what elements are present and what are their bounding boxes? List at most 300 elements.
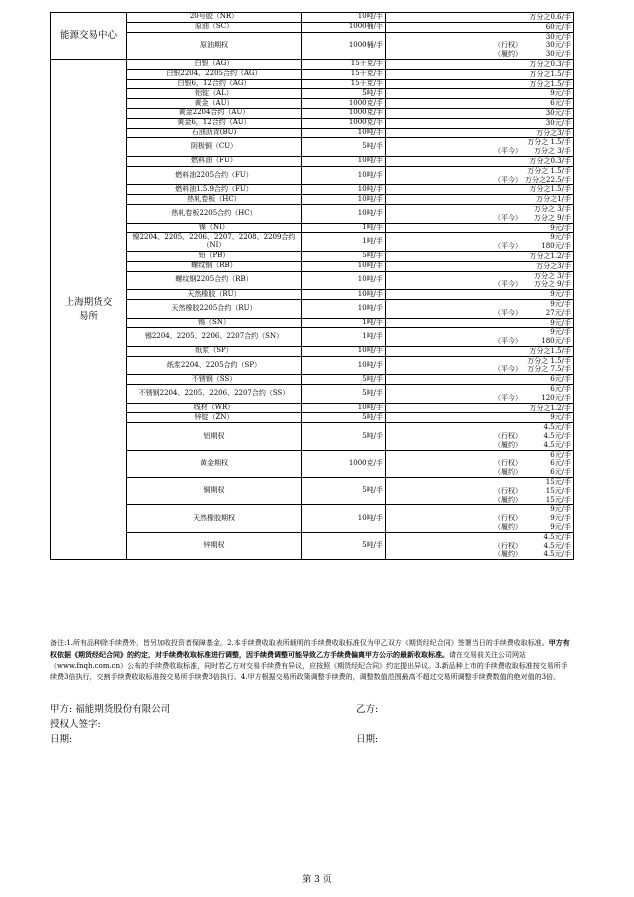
contract-unit: 1吨/手 — [302, 328, 386, 347]
fee-qualifier — [386, 533, 494, 542]
fee-line — [386, 337, 573, 346]
footnote — [50, 637, 574, 683]
fee-line — [386, 80, 573, 89]
fee-qualifier — [386, 505, 494, 514]
footnote-emphasis: 甲方有权依据《期货经纪合同》的约定，对手续费收取标准进行调整，因手续费调整可能导致乙方手续费偏离甲方公示的最新收取标准。 — [50, 638, 570, 659]
fee-value: 9元/手 — [550, 523, 571, 532]
fee-value: 万分之 1.5/手 — [527, 166, 571, 175]
fee-line — [386, 99, 573, 108]
variety-name: 螺纹钢2205合约（RB） — [127, 271, 302, 290]
fee-cell — [386, 385, 574, 404]
fee-qualifier — [386, 233, 494, 242]
fee-value: 万分之 1.5/手 — [527, 138, 571, 147]
fee-qualifier: （平今） — [494, 393, 522, 402]
contract-unit: 1吨/手 — [302, 318, 386, 328]
variety-name: 黄金期权 — [127, 450, 302, 477]
contract-unit: 1吨/手 — [302, 233, 386, 252]
fee-cell — [386, 138, 574, 157]
fee-value: 4.5元/手 — [543, 423, 571, 432]
fee-qualifier — [386, 23, 494, 32]
contract-unit: 5吨/手 — [302, 532, 386, 559]
fee-cell — [386, 13, 574, 23]
fee-line — [386, 487, 573, 496]
contract-unit: 5吨/手 — [302, 423, 386, 450]
contract-unit: 10吨/手 — [302, 346, 386, 356]
contract-unit: 10吨/手 — [302, 156, 386, 166]
fee-line — [386, 176, 573, 185]
fee-line — [386, 319, 573, 328]
contract-unit: 1000克/手 — [302, 118, 386, 128]
fee-value: 30元/手 — [545, 118, 571, 127]
fee-cell — [386, 346, 574, 356]
fee-qualifier: （履约） — [494, 468, 522, 477]
variety-name: 原油（SC） — [127, 22, 302, 32]
fee-value: 30元/手 — [545, 32, 571, 41]
fee-value: 6元/手 — [550, 385, 571, 394]
contract-unit: 1000克/手 — [302, 450, 386, 477]
fee-cell — [386, 195, 574, 205]
fee-qualifier — [386, 375, 494, 384]
table-row — [51, 185, 574, 195]
fee-line — [386, 138, 573, 147]
variety-name: 铝期权 — [127, 423, 302, 450]
fee-qualifier — [386, 319, 494, 328]
contract-unit: 10吨/手 — [302, 356, 386, 375]
fee-line — [386, 157, 573, 166]
fee-line — [386, 478, 573, 487]
fee-cell — [386, 89, 574, 99]
fee-qualifier: （行权） — [494, 514, 522, 523]
table-row — [51, 138, 574, 157]
fee-qualifier — [386, 60, 494, 69]
fee-value: 6元/手 — [550, 99, 571, 108]
table-row — [51, 375, 574, 385]
fee-value: 180元/手 — [541, 242, 571, 251]
fee-qualifier — [386, 167, 494, 176]
fee-value: 万分之1.5/手 — [529, 79, 571, 88]
fee-value: 6元/手 — [550, 459, 571, 468]
fee-line — [386, 195, 573, 204]
fee-qualifier — [386, 129, 494, 138]
table-row — [51, 99, 574, 109]
variety-name: 燃料油2205合约（FU） — [127, 166, 302, 185]
table-row — [51, 423, 574, 450]
fee-value: 6元/手 — [550, 468, 571, 477]
exchange-name: 能源交易中心 — [51, 13, 127, 60]
fee-cell — [386, 32, 574, 59]
fee-value: 万分之 9/手 — [533, 280, 571, 289]
party-a-label: 甲方: 福能期货股份有限公司 — [50, 704, 171, 715]
fee-value: 9元/手 — [550, 290, 571, 299]
variety-name: 黄金6，12合约（AU） — [127, 118, 302, 128]
fee-line — [386, 290, 573, 299]
fee-value: 万分之1.5/手 — [529, 185, 571, 194]
fee-qualifier — [386, 328, 494, 337]
fee-value: 万分之0.6/手 — [529, 13, 571, 21]
contract-unit: 5吨/手 — [302, 478, 386, 505]
variety-name: 天然橡胶（RU） — [127, 290, 302, 300]
contract-unit: 1000桶/手 — [302, 22, 386, 32]
fee-cell — [386, 108, 574, 118]
fee-qualifier — [386, 347, 494, 356]
contract-unit: 5吨/手 — [302, 413, 386, 423]
fee-cell — [386, 478, 574, 505]
table-row — [51, 79, 574, 89]
variety-name: 热轧卷板2205合约（HC） — [127, 204, 302, 223]
fee-line — [386, 60, 573, 69]
fee-qualifier: （平今） — [494, 337, 522, 346]
fee-value: 万分之1.5/手 — [529, 69, 571, 78]
variety-name: 镍2204、2205、2206、2207、2208、2209合约（NI） — [127, 233, 302, 252]
fee-value: 6元/手 — [550, 375, 571, 384]
fee-cell — [386, 118, 574, 128]
fee-line — [386, 167, 573, 176]
fee-value: 9元/手 — [550, 233, 571, 242]
fee-line — [386, 119, 573, 128]
fee-value: 9元/手 — [550, 223, 571, 232]
contract-unit: 10吨/手 — [302, 195, 386, 205]
fee-line — [386, 533, 573, 542]
fee-qualifier — [386, 413, 494, 422]
contract-unit: 5吨/手 — [302, 375, 386, 385]
fee-table — [50, 12, 574, 560]
fee-cell — [386, 251, 574, 261]
fee-line — [386, 272, 573, 281]
table-row — [51, 271, 574, 290]
fee-value: 4.5元/手 — [543, 532, 571, 541]
fee-line — [386, 33, 573, 42]
fee-line — [386, 50, 573, 59]
table-row — [51, 532, 574, 559]
fee-value: 9元/手 — [550, 328, 571, 337]
fee-line — [386, 413, 573, 422]
fee-cell — [386, 22, 574, 32]
fee-line — [386, 185, 573, 194]
table-row — [51, 156, 574, 166]
fee-qualifier: （行权） — [494, 432, 522, 441]
fee-cell — [386, 223, 574, 233]
variety-name: 线材（WR） — [127, 403, 302, 413]
table-row — [51, 385, 574, 404]
fee-cell — [386, 532, 574, 559]
fee-line — [386, 468, 573, 477]
table-row — [51, 59, 574, 69]
authorized-signature-label: 授权人签字: — [50, 719, 101, 730]
fee-qualifier — [386, 262, 494, 271]
variety-name: 热轧卷板（HC） — [127, 195, 302, 205]
fee-qualifier — [386, 89, 494, 98]
fee-qualifier — [386, 451, 494, 460]
fee-qualifier — [386, 109, 494, 118]
fee-value: 30元/手 — [545, 41, 571, 50]
party-a-date-label: 日期: — [50, 734, 73, 745]
table-row — [51, 233, 574, 252]
fee-value: 60元/手 — [545, 22, 571, 31]
variety-name: 纸浆（SP） — [127, 346, 302, 356]
footnote-segment: 备注:1.所有品种除手续费外，皆另加收投资者保障基金。2.本手续费收取表所载明的手续费收取标准仅为甲乙双方《期货经纪合同》签署当日的手续费收取标准。 — [50, 639, 549, 647]
fee-qualifier — [386, 185, 494, 194]
contract-unit: 10吨/手 — [302, 13, 386, 23]
contract-unit: 10吨/手 — [302, 204, 386, 223]
contract-unit: 5吨/手 — [302, 251, 386, 261]
fee-qualifier — [386, 423, 494, 432]
variety-name: 锡（SN） — [127, 318, 302, 328]
fee-cell — [386, 204, 574, 223]
fee-value: 9元/手 — [550, 89, 571, 98]
fee-value: 180元/手 — [541, 337, 571, 346]
fee-line — [386, 459, 573, 468]
fee-cell — [386, 79, 574, 89]
variety-name: 纸浆2204、2205合约（SP） — [127, 356, 302, 375]
variety-name: 铜期权 — [127, 478, 302, 505]
fee-cell — [386, 450, 574, 477]
fee-value: 万分之 9/手 — [533, 213, 571, 222]
fee-table-body — [51, 13, 574, 560]
fee-qualifier — [386, 205, 494, 214]
fee-value: 15元/手 — [545, 478, 571, 487]
fee-cell — [386, 290, 574, 300]
fee-cell — [386, 156, 574, 166]
fee-value: 6元/手 — [550, 450, 571, 459]
fee-line — [386, 300, 573, 309]
contract-unit: 1吨/手 — [302, 223, 386, 233]
fee-line — [386, 233, 573, 242]
exchange-name: 上海期货交易所 — [51, 59, 127, 559]
variety-name: 原油期权 — [127, 32, 302, 59]
fee-cell — [386, 99, 574, 109]
fee-line — [386, 13, 573, 22]
fee-value: 万分之0.3/手 — [529, 156, 571, 165]
fee-line — [386, 375, 573, 384]
variety-name: 石油沥青(BU) — [127, 128, 302, 138]
fee-value: 30元/手 — [545, 108, 571, 117]
table-row — [51, 223, 574, 233]
table-row — [51, 318, 574, 328]
fee-line — [386, 328, 573, 337]
fee-qualifier: （平今） — [494, 213, 522, 222]
table-row — [51, 505, 574, 532]
fee-qualifier — [386, 290, 494, 299]
table-row — [51, 261, 574, 271]
variety-name: 白银2204、2205合约（AG） — [127, 69, 302, 79]
fee-qualifier — [386, 252, 494, 261]
table-row — [51, 195, 574, 205]
fee-value: 万分之1.2/手 — [529, 403, 571, 412]
fee-line — [386, 451, 573, 460]
table-row — [51, 413, 574, 423]
fee-line — [386, 309, 573, 318]
fee-line — [386, 23, 573, 32]
fee-value: 27元/手 — [545, 308, 571, 317]
fee-qualifier — [386, 272, 494, 281]
table-row — [51, 89, 574, 99]
fee-qualifier: （行权） — [494, 486, 522, 495]
fee-line — [386, 404, 573, 413]
table-row — [51, 299, 574, 318]
fee-line — [386, 423, 573, 432]
fee-value: 万分之 3/手 — [533, 147, 571, 156]
fee-qualifier: （行权） — [494, 41, 522, 50]
variety-name: 锌锭（ZN） — [127, 413, 302, 423]
fee-value: 万分之3/手 — [536, 261, 571, 270]
fee-line — [386, 70, 573, 79]
fee-line — [386, 41, 573, 50]
table-row — [51, 290, 574, 300]
variety-name: 铝锭（AL） — [127, 89, 302, 99]
fee-cell — [386, 318, 574, 328]
fee-line — [386, 365, 573, 374]
fee-line — [386, 262, 573, 271]
contract-unit: 10吨/手 — [302, 261, 386, 271]
variety-name: 天然橡胶期权 — [127, 505, 302, 532]
fee-line — [386, 394, 573, 403]
fee-line — [386, 89, 573, 98]
variety-name: 燃料油1.5.9合约（FU） — [127, 185, 302, 195]
fee-qualifier: （平今） — [494, 147, 522, 156]
table-row — [51, 251, 574, 261]
fee-qualifier: （履约） — [494, 440, 522, 449]
fee-cell — [386, 403, 574, 413]
fee-value: 9元/手 — [550, 514, 571, 523]
variety-name: 不锈钢2204、2205、2206、2207合约（SS） — [127, 385, 302, 404]
contract-unit: 10吨/手 — [302, 299, 386, 318]
table-row — [51, 22, 574, 32]
table-row — [51, 204, 574, 223]
variety-name: 黄金（AU） — [127, 99, 302, 109]
variety-name: 天然橡胶2205合约（RU） — [127, 299, 302, 318]
fee-qualifier — [386, 357, 494, 366]
contract-unit: 10吨/手 — [302, 271, 386, 290]
fee-value: 万分之1.5/手 — [529, 346, 571, 355]
variety-name: 黄金2204合约（AU） — [127, 108, 302, 118]
fee-cell — [386, 166, 574, 185]
fee-qualifier — [386, 119, 494, 128]
fee-value: 9元/手 — [550, 318, 571, 327]
fee-cell — [386, 59, 574, 69]
fee-qualifier — [386, 157, 494, 166]
table-row — [51, 403, 574, 413]
contract-unit: 1000桶/手 — [302, 32, 386, 59]
fee-value: 万分之0.3/手 — [529, 59, 571, 68]
contract-unit: 10吨/手 — [302, 290, 386, 300]
fee-line — [386, 205, 573, 214]
contract-unit: 5吨/手 — [302, 138, 386, 157]
footnote-segment: 请在交易前关注公司网站（www.fnqh.com.cn）公布的手续费收取标准，同时若乙方对交易手续费有异议，应按照《期货经纪合同》约定提出异议。3.新品种上市的手续费收取标准按交易所手续费3倍执行，交割手续费收取标准按交易所手续费3倍执行。4.甲方根据交易所政策调整手续费的，调整数值范围最高不超过交易所调整手续费数值的绝对值的3倍。 — [50, 651, 568, 681]
fee-value: 万分之 3/手 — [533, 204, 571, 213]
fee-qualifier — [386, 33, 494, 42]
fee-line — [386, 385, 573, 394]
contract-unit: 10吨/手 — [302, 128, 386, 138]
fee-line — [386, 347, 573, 356]
fee-qualifier: （行权） — [494, 459, 522, 468]
fee-value: 120元/手 — [541, 393, 571, 402]
fee-value: 万分之 1.5/手 — [527, 356, 571, 365]
fee-qualifier — [386, 300, 494, 309]
fee-line — [386, 242, 573, 251]
table-row — [51, 346, 574, 356]
table-row — [51, 166, 574, 185]
contract-unit: 1000克/手 — [302, 108, 386, 118]
fee-qualifier — [386, 80, 494, 89]
table-row — [51, 69, 574, 79]
variety-name: 20号胶（NR） — [127, 13, 302, 23]
contract-unit: 10吨/手 — [302, 166, 386, 185]
fee-line — [386, 214, 573, 223]
fee-qualifier — [386, 478, 494, 487]
contract-unit: 5吨/手 — [302, 89, 386, 99]
fee-qualifier: （履约） — [494, 50, 522, 59]
fee-line — [386, 496, 573, 505]
fee-value: 15元/手 — [545, 495, 571, 504]
fee-line — [386, 432, 573, 441]
variety-name: 铅（PB） — [127, 251, 302, 261]
fee-line — [386, 514, 573, 523]
fee-line — [386, 147, 573, 156]
footnote-text — [50, 637, 574, 683]
fee-line — [386, 252, 573, 261]
fee-value: 4.5元/手 — [543, 550, 571, 559]
fee-cell — [386, 356, 574, 375]
table-row — [51, 356, 574, 375]
contract-unit: 15千克/手 — [302, 79, 386, 89]
fee-qualifier: （履约） — [494, 550, 522, 559]
table-row — [51, 118, 574, 128]
fee-value: 9元/手 — [550, 299, 571, 308]
fee-value: 4.5元/手 — [543, 440, 571, 449]
fee-qualifier: （平今） — [494, 308, 522, 317]
fee-cell — [386, 299, 574, 318]
fee-line — [386, 224, 573, 233]
fee-line — [386, 523, 573, 532]
contract-unit: 10吨/手 — [302, 403, 386, 413]
fee-cell — [386, 413, 574, 423]
table-row — [51, 32, 574, 59]
fee-value: 4.5元/手 — [543, 541, 571, 550]
fee-line — [386, 109, 573, 118]
fee-qualifier — [386, 70, 494, 79]
fee-qualifier — [386, 404, 494, 413]
fee-cell — [386, 261, 574, 271]
fee-qualifier — [386, 385, 494, 394]
party-b-label: 乙方: — [356, 704, 379, 715]
fee-line — [386, 550, 573, 559]
fee-value: 9元/手 — [550, 413, 571, 422]
fee-cell — [386, 423, 574, 450]
table-row — [51, 328, 574, 347]
contract-unit: 5吨/手 — [302, 385, 386, 404]
fee-qualifier — [386, 138, 494, 147]
fee-value: 9元/手 — [550, 505, 571, 514]
fee-qualifier — [386, 224, 494, 233]
fee-qualifier: （履约） — [494, 523, 522, 532]
variety-name: 燃料油（FU） — [127, 156, 302, 166]
variety-name: 镍（NI） — [127, 223, 302, 233]
fee-cell — [386, 128, 574, 138]
fee-value: 万分之 3/手 — [533, 271, 571, 280]
fee-value: 万分之22.5/手 — [525, 175, 571, 184]
variety-name: 锡2204、2205、2206、2207合约（SN） — [127, 328, 302, 347]
fee-value: 万分之1.2/手 — [529, 251, 571, 260]
variety-name: 阴极铜（CU） — [127, 138, 302, 157]
fee-line — [386, 505, 573, 514]
fee-cell — [386, 328, 574, 347]
table-row — [51, 128, 574, 138]
table-row — [51, 108, 574, 118]
table-row — [51, 450, 574, 477]
contract-unit: 10吨/手 — [302, 185, 386, 195]
fee-qualifier: （行权） — [494, 541, 522, 550]
contract-unit: 15千克/手 — [302, 69, 386, 79]
